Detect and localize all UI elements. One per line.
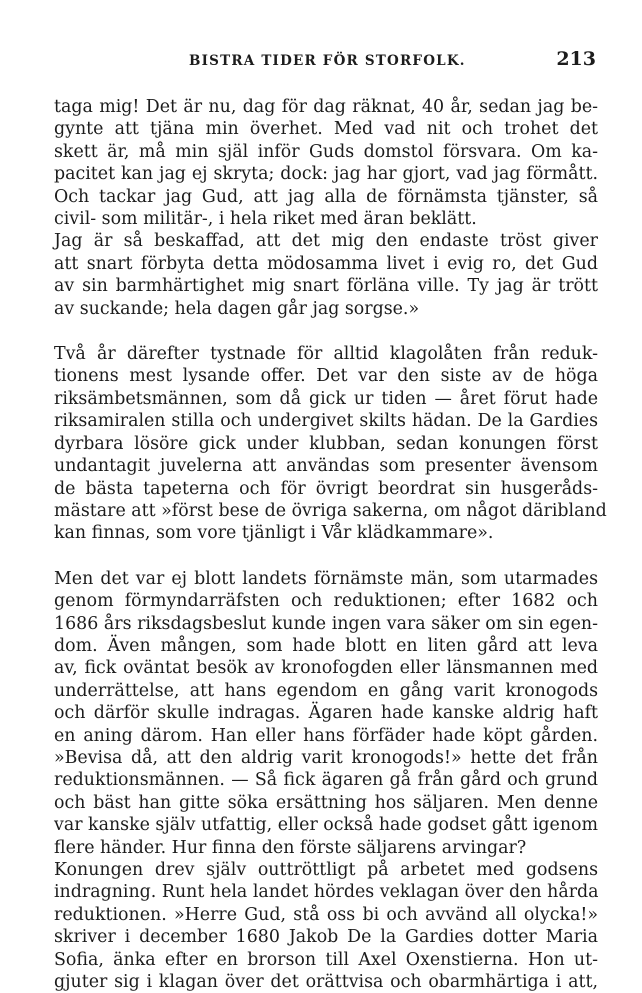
text-line: Två år därefter tystnade för alltid klagolåten från reduk- <box>54 344 598 365</box>
text-line: att snart förbyta detta mödosamma livet i evig ro, det Gud <box>54 253 598 274</box>
text-line: skett är, må min själ inför Guds domstol försvara. Om ka- <box>54 141 598 162</box>
paragraph <box>54 568 598 859</box>
text-line: mästare att »först bese de övriga sakerna, om något däribland <box>54 500 607 521</box>
text-line: taga mig! Det är nu, dag för dag räknat, 40 år, sedan jag be- <box>54 97 598 117</box>
text-line: Och tackar jag Gud, att jag alla de förnämsta tjänster, så <box>54 186 598 207</box>
text-line: kan finnas, som vore tjänligt i Vår klädkammare». <box>54 523 494 544</box>
running-title: BISTRA TIDER FÖR STORFOLK. <box>189 53 466 69</box>
text-line: Sofia, änka efter en brorson till Axel Oxenstierna. Hon ut- <box>54 949 598 970</box>
text-line: gjuter sig i klagan över det orättvisa och obarmhärtiga i att, <box>54 972 598 993</box>
page-header <box>54 48 596 78</box>
text-line: Konungen drev själv outtröttligt på arbetet med godsens <box>54 860 598 880</box>
text-line: var kanske själv utfattig, eller också hade godset gått igenom <box>54 815 599 836</box>
text-line: flere händer. Hur finna den förste säljarens arvingar? <box>54 837 527 858</box>
text-line: Men det var ej blott landets förnämste män, som utarmades <box>54 568 598 589</box>
paragraph-gap <box>54 320 598 343</box>
text-line: gynte att tjäna min överhet. Med vad nit och trohet det <box>54 119 598 140</box>
text-line: undantagit juvelerna att användas som presenter ävensom <box>54 456 598 477</box>
text-line: och därför skulle indragas. Ägaren hade kanske aldrig haft <box>54 703 598 724</box>
paragraph-gap <box>54 545 598 568</box>
text-line: civil- som militär-, i hela riket med äran beklätt. <box>54 209 477 230</box>
paragraph <box>54 96 598 230</box>
paragraph <box>54 343 607 545</box>
text-line: av suckande; hela dagen går jag sorgse.» <box>54 298 420 319</box>
text-line: reduktionsmännen. — Så fick ägaren gå från gård och grund <box>54 770 598 791</box>
page-number: 213 <box>556 48 596 70</box>
text-line: reduktionen. »Herre Gud, stå oss bi och avvänd all olycka!» <box>54 904 598 925</box>
text-line: genom förmyndarräfsten och reduktionen; efter 1682 och <box>54 591 598 612</box>
text-line: riksämbetsmännen, som då gick ur tiden — året förut hade <box>54 388 598 409</box>
text-line: dyrbara lösöre gick under klubban, sedan konungen först <box>54 433 598 454</box>
text-line: »Bevisa då, att den aldrig varit kronogods!» hette det från <box>54 747 598 768</box>
text-line: pacitet kan jag ej skryta; dock: jag har gjort, vad jag förmått. <box>54 164 598 185</box>
text-line: av sin barmhärtighet mig snart förläna ville. Ty jag är trött <box>54 276 598 297</box>
body-text <box>54 96 607 993</box>
text-line: dom. Även mången, som hade blott en liten gård att leva <box>54 635 598 656</box>
text-line: underrättelse, att hans egendom en gång varit kronogods <box>54 680 598 701</box>
text-line: och bäst han gitte söka ersättning hos säljaren. Men denne <box>54 792 598 813</box>
text-line: tionens mest lysande offer. Det var den siste av de höga <box>54 366 598 387</box>
text-line: en aning därom. Han eller hans förfäder hade köpt gården. <box>54 725 598 746</box>
text-line: riksamiralen stilla och undergivet skilts hädan. De la Gardies <box>54 411 598 432</box>
text-line: Jag är så beskaffad, att det mig den endaste tröst giver <box>54 231 598 252</box>
paragraph <box>54 859 598 993</box>
text-line: de bästa tapeterna och för övrigt beordrat sin husgeråds- <box>54 478 598 499</box>
text-line: indragning. Runt hela landet hördes veklagan över den hårda <box>54 882 599 903</box>
text-line: skriver i december 1680 Jakob De la Gardies dotter Maria <box>54 927 598 948</box>
text-line: av, fick oväntat besök av kronofogden eller länsmannen med <box>54 658 598 679</box>
paragraph <box>54 230 598 320</box>
text-line: 1686 års riksdagsbeslut kunde ingen vara säker om sin egen- <box>54 613 598 634</box>
